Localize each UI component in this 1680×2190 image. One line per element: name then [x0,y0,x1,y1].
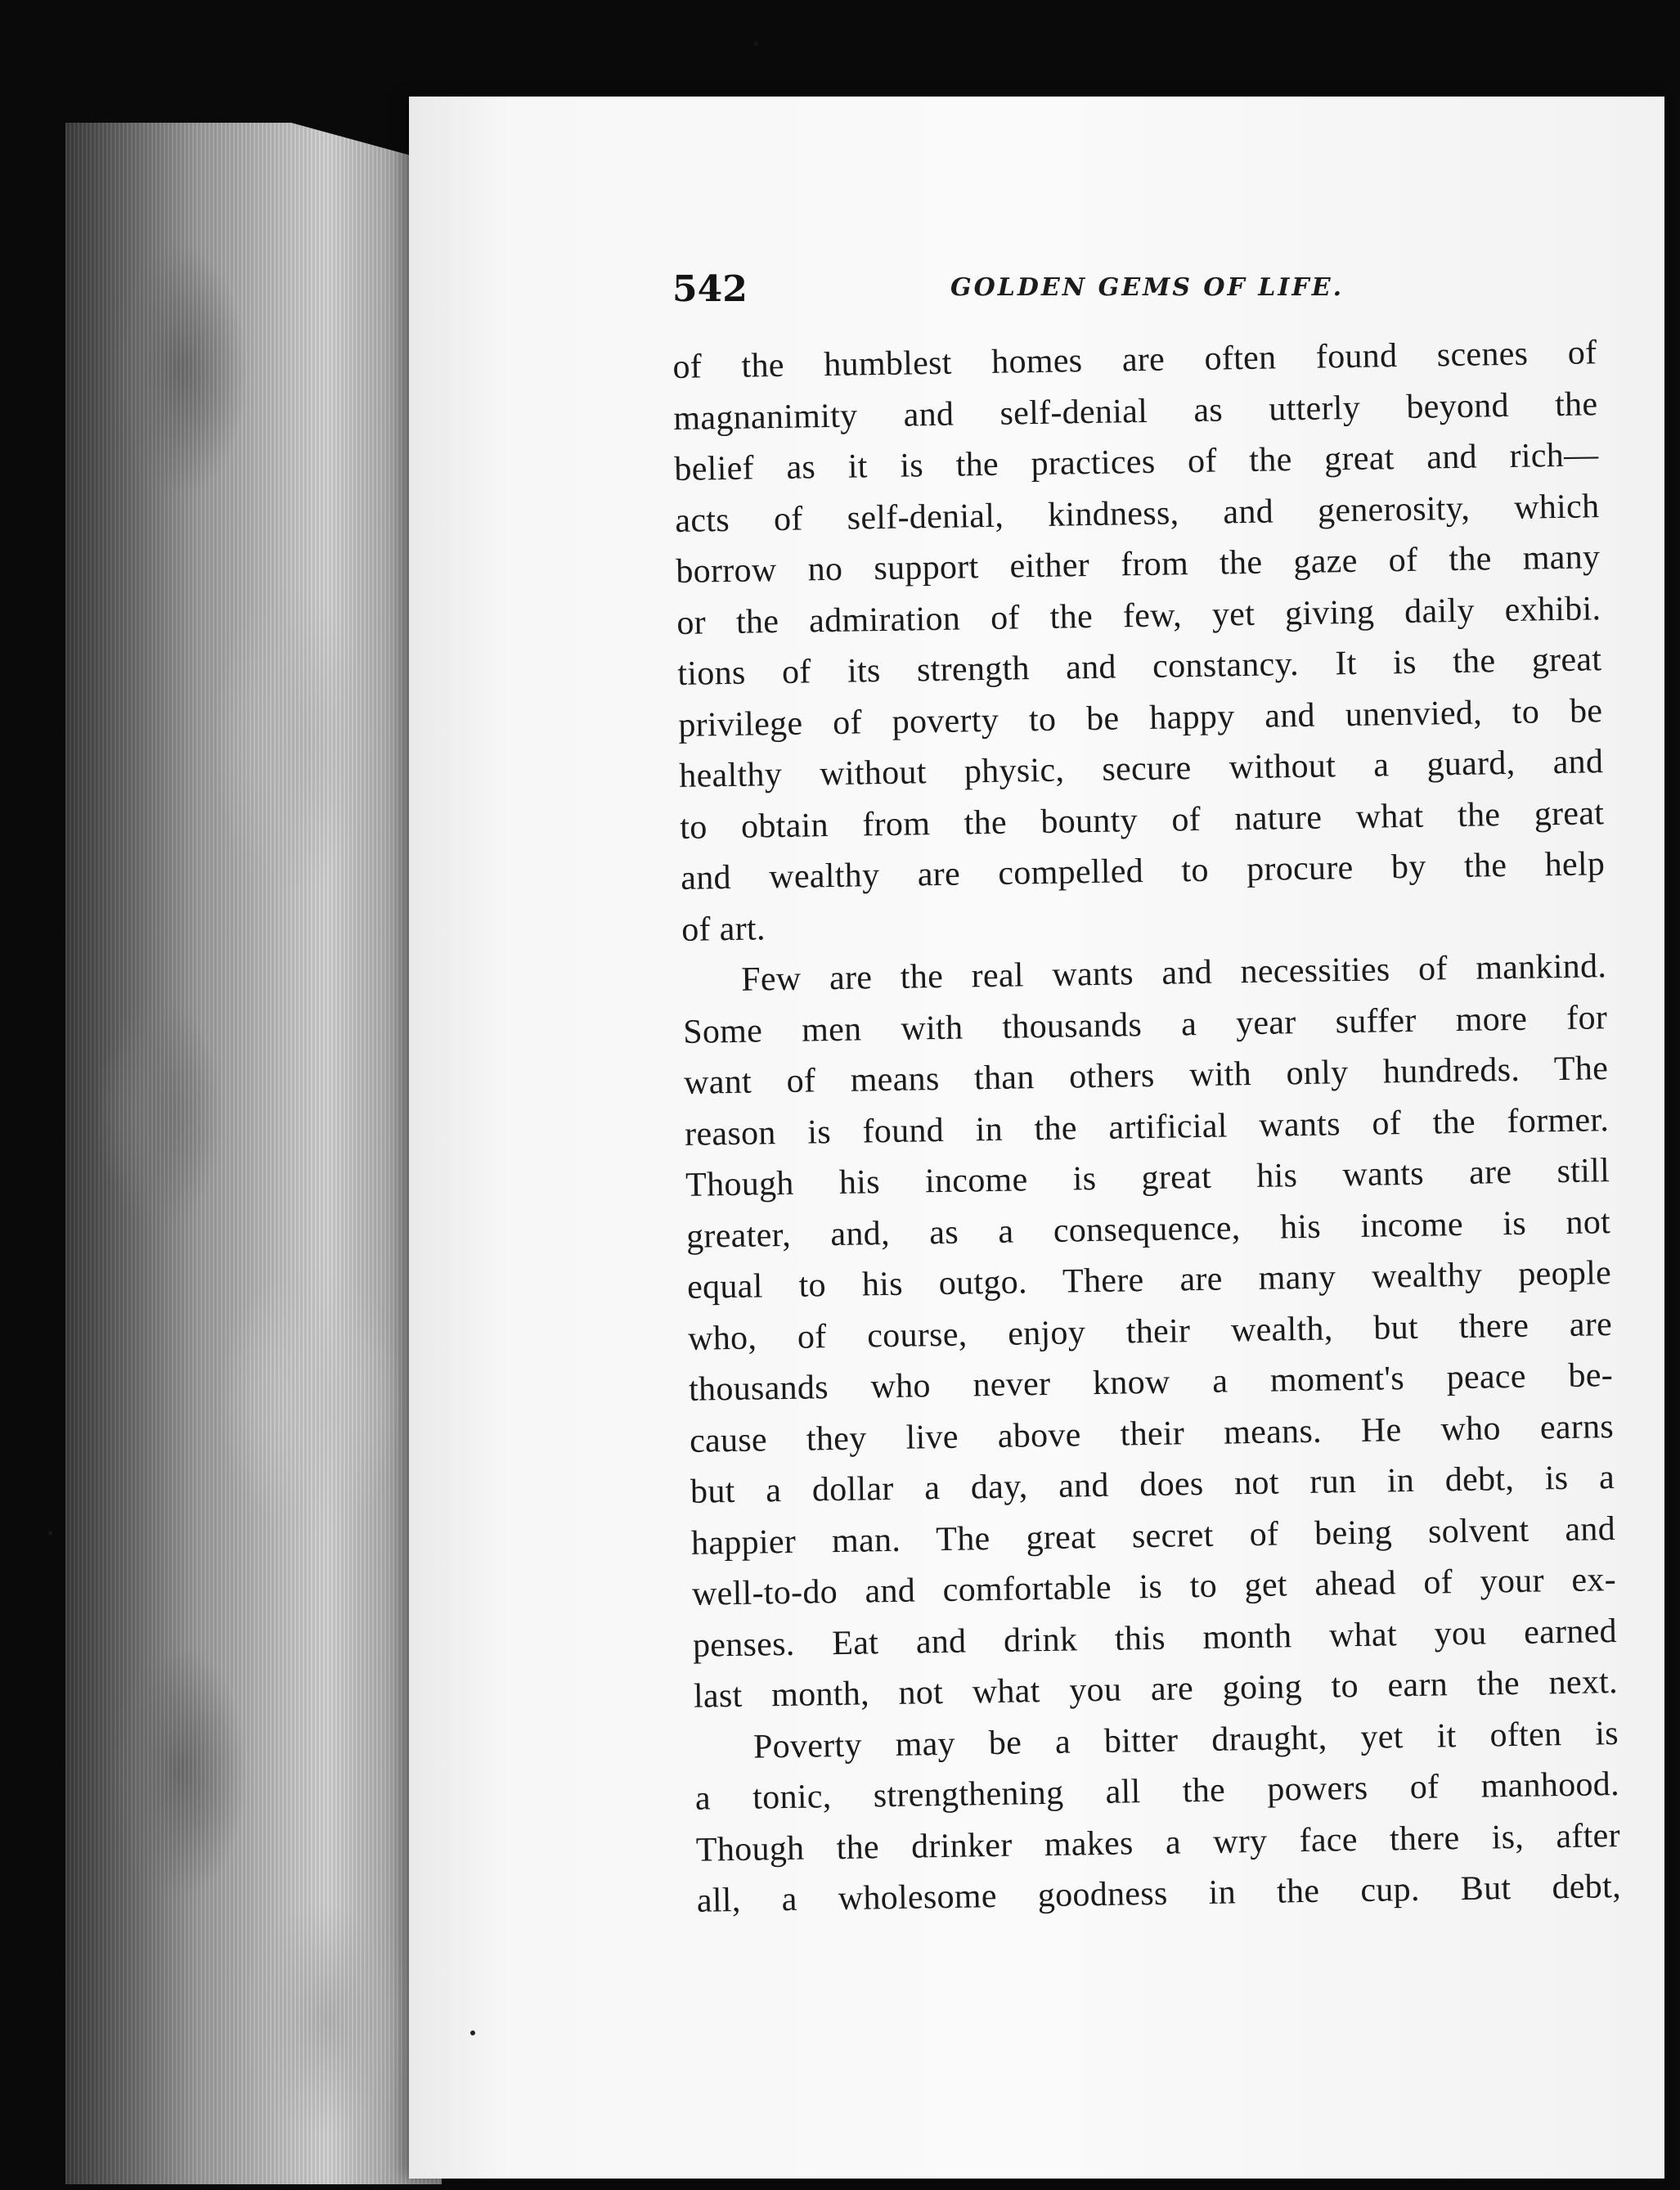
text-line: cause they live above their means. He who earns [689,1407,1615,1460]
text-line: of the humblest homes are often found scenes of [672,334,1597,386]
text-line: privilege of poverty to be happy and unenvied, to be [677,691,1603,744]
body-text [672,327,1621,1927]
text-line: greater, and, as a consequence, his income is not [685,1203,1611,1256]
text-line: and wealthy are compelled to procure by the help [680,845,1606,897]
text-line: but a dollar a day, and does not run in debt, is a [690,1459,1615,1511]
text-line: borrow no support either from the gaze of the many [676,538,1601,591]
book-page-edges [65,123,442,2184]
page-header [672,268,1597,326]
text-line: or the admiration of the few, yet giving daily exhibi. [676,589,1601,642]
text-line: all, a wholesome goodness in the cup. But debt, [696,1868,1622,1920]
text-line: Few are the real wants and necessities of mankind. [740,947,1607,999]
text-line: happier man. The great secret of being solvent and [690,1509,1616,1563]
text-line: penses. Eat and drink this month what you earned [692,1612,1618,1665]
page-number: 542 [672,268,748,310]
text-line: to obtain from the bounty of nature what the great [679,794,1605,847]
text-line: of art. [681,909,766,949]
text-line: a tonic, strengthening all the powers of manhood. [694,1765,1620,1818]
text-line: last month, not what you are going to earn the next. [693,1663,1619,1716]
text-line: tions of its strength and constancy. It is the great [677,641,1602,693]
book-page [409,97,1664,2179]
text-line: reason is found in the artificial wants of the former. [684,1100,1610,1153]
text-line: equal to his outgo. There are many wealthy people [686,1254,1612,1306]
text-line: Poverty may be a bitter draught, yet it often is [752,1714,1619,1766]
text-line: Though the drinker makes a wry face there is, after [695,1816,1621,1869]
text-line: who, of course, enjoy their wealth, but there are [687,1305,1613,1358]
text-line: thousands who never know a moment's peace be- [688,1356,1614,1409]
text-line: healthy without physic, secure without a guard, and [678,743,1604,795]
ink-speck [470,2030,475,2035]
running-title: GOLDEN GEMS OF LIFE. [950,273,1345,302]
text-line: acts of self-denial, kindness, and generosity, which [675,487,1600,540]
text-line: magnanimity and self-denial as utterly beyond the [673,384,1598,438]
text-line: Some men with thousands a year suffer more for [682,998,1608,1051]
text-line: well-to-do and comfortable is to get ahead of your ex- [691,1561,1617,1613]
text-line: want of means than others with only hundreds. The [683,1050,1609,1102]
text-line: Though his income is great his wants are still [685,1152,1610,1204]
text-line: belief as it is the practices of the great and rich— [674,436,1599,488]
